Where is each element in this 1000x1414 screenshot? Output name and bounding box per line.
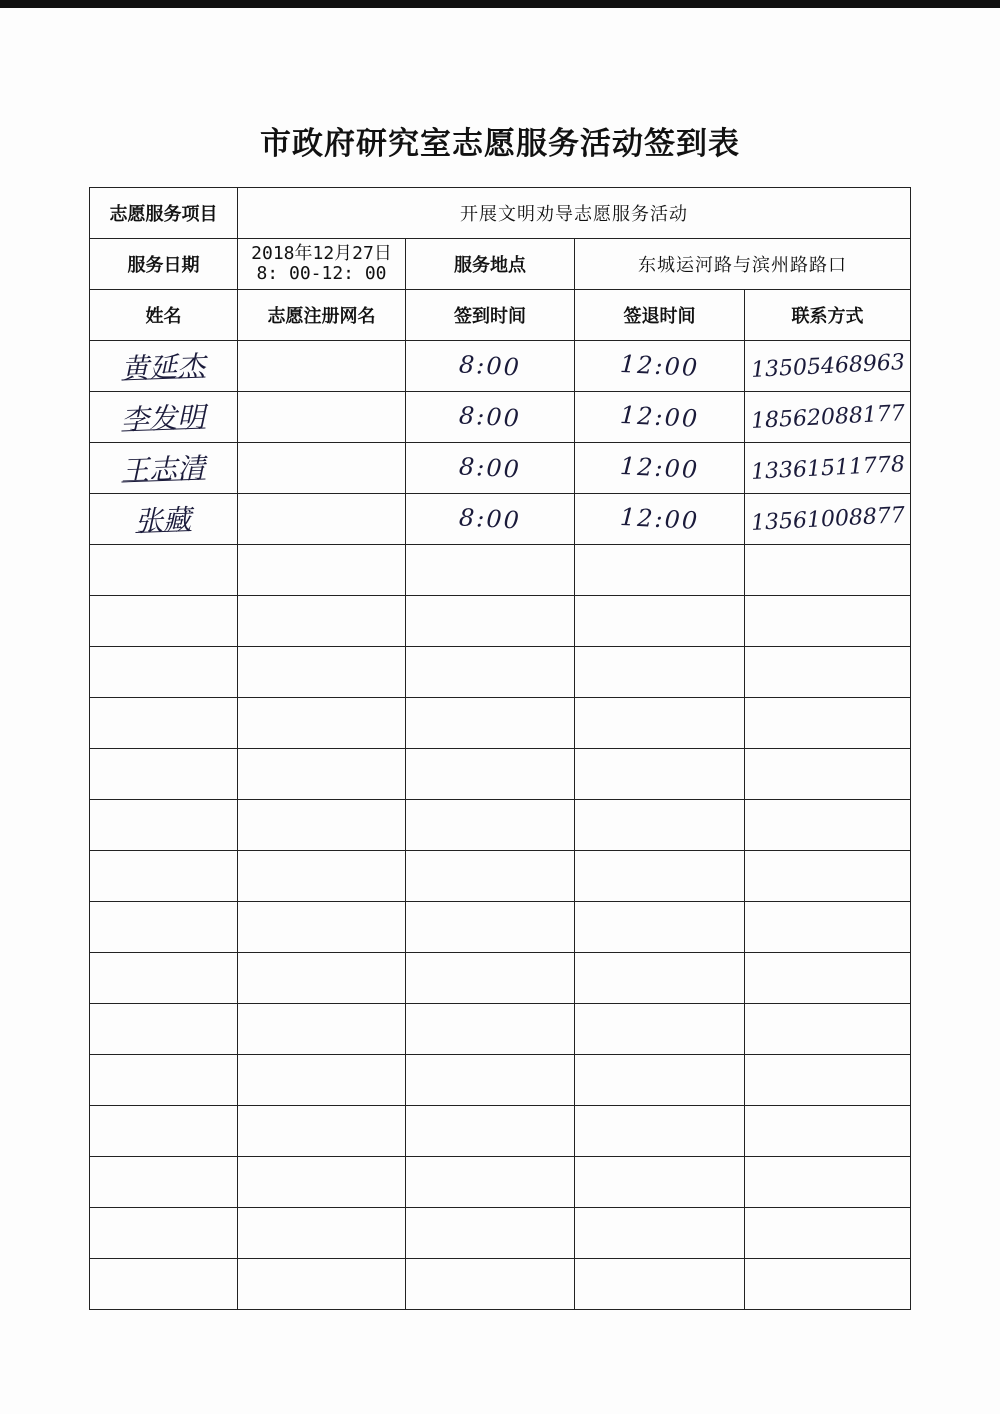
empty-cell: [575, 1004, 745, 1055]
empty-cell: [745, 851, 911, 902]
empty-table-row: [90, 749, 911, 800]
handwritten-phone: 13361511778: [749, 451, 906, 485]
empty-cell: [406, 596, 575, 647]
handwritten-checkout: 12:00: [619, 349, 700, 383]
handwritten-checkout: 12:00: [619, 451, 700, 485]
empty-cell: [406, 1055, 575, 1106]
empty-cell: [90, 1157, 238, 1208]
empty-table-row: [90, 1259, 911, 1310]
empty-cell: [575, 545, 745, 596]
empty-cell: [238, 749, 406, 800]
empty-cell: [745, 902, 911, 953]
handwritten-checkin: 8:00: [458, 350, 522, 382]
empty-cell: [406, 1106, 575, 1157]
column-header-checkout: 签退时间: [575, 290, 745, 341]
phone-cell: [745, 443, 911, 494]
empty-cell: [238, 1106, 406, 1157]
empty-cell: [238, 698, 406, 749]
project-label: 志愿服务项目: [90, 188, 238, 239]
empty-cell: [745, 953, 911, 1004]
empty-cell: [238, 1004, 406, 1055]
empty-cell: [406, 749, 575, 800]
phone-cell: [745, 494, 911, 545]
project-row: [90, 188, 911, 239]
project-value: 开展文明劝导志愿服务活动: [238, 188, 911, 239]
handwritten-checkin: 8:00: [458, 503, 522, 535]
handwritten-name: 李发明: [120, 400, 207, 437]
date-location-row: [90, 239, 911, 290]
handwritten-checkin: 8:00: [458, 452, 522, 484]
phone-cell: [745, 392, 911, 443]
empty-cell: [238, 1055, 406, 1106]
empty-cell: [745, 1157, 911, 1208]
empty-cell: [238, 1259, 406, 1310]
empty-cell: [406, 1259, 575, 1310]
empty-table-row: [90, 1208, 911, 1259]
signer-name-cell: [90, 494, 238, 545]
empty-cell: [90, 1208, 238, 1259]
empty-cell: [575, 902, 745, 953]
empty-table-row: [90, 1004, 911, 1055]
empty-cell: [238, 953, 406, 1004]
empty-cell: [90, 1106, 238, 1157]
empty-cell: [90, 902, 238, 953]
checkin-cell: [406, 443, 575, 494]
empty-cell: [90, 1259, 238, 1310]
service-date-line1: 2018年12月27日: [251, 243, 392, 264]
page-title: 市政府研究室志愿服务活动签到表: [260, 126, 740, 162]
empty-table-row: [90, 1106, 911, 1157]
column-header-nickname: 志愿注册网名: [238, 290, 406, 341]
empty-cell: [238, 800, 406, 851]
empty-cell: [406, 902, 575, 953]
empty-table-row: [90, 953, 911, 1004]
empty-cell: [90, 1055, 238, 1106]
empty-cell: [406, 851, 575, 902]
nickname-cell: [238, 392, 406, 443]
empty-table-row: [90, 902, 911, 953]
handwritten-name: 黄延杰: [120, 349, 207, 386]
service-date-value: [238, 239, 406, 290]
checkout-cell: [575, 341, 745, 392]
empty-cell: [90, 698, 238, 749]
empty-cell: [90, 749, 238, 800]
empty-cell: [575, 1106, 745, 1157]
empty-cell: [575, 596, 745, 647]
empty-cell: [90, 1004, 238, 1055]
handwritten-name: 张藏: [134, 503, 193, 538]
empty-cell: [238, 902, 406, 953]
table-row: [90, 494, 911, 545]
signer-name-cell: [90, 443, 238, 494]
empty-cell: [745, 1208, 911, 1259]
empty-cell: [406, 953, 575, 1004]
service-location-label: 服务地点: [406, 239, 575, 290]
handwritten-checkout: 12:00: [619, 502, 700, 536]
empty-cell: [745, 800, 911, 851]
empty-cell: [575, 1055, 745, 1106]
phone-cell: [745, 341, 911, 392]
empty-cell: [745, 1106, 911, 1157]
empty-cell: [575, 647, 745, 698]
empty-cell: [406, 698, 575, 749]
handwritten-checkin: 8:00: [458, 401, 522, 433]
handwritten-phone: 13505468963: [749, 349, 906, 383]
empty-cell: [575, 1259, 745, 1310]
signer-name-cell: [90, 392, 238, 443]
empty-cell: [406, 800, 575, 851]
service-date-label: 服务日期: [90, 239, 238, 290]
empty-table-row: [90, 851, 911, 902]
nickname-cell: [238, 443, 406, 494]
empty-cell: [575, 1157, 745, 1208]
empty-table-row: [90, 647, 911, 698]
empty-table-row: [90, 1157, 911, 1208]
empty-cell: [745, 749, 911, 800]
checkout-cell: [575, 443, 745, 494]
empty-cell: [575, 953, 745, 1004]
empty-cell: [90, 647, 238, 698]
empty-cell: [90, 953, 238, 1004]
empty-cell: [575, 851, 745, 902]
table-row: [90, 341, 911, 392]
empty-table-row: [90, 596, 911, 647]
empty-cell: [406, 1004, 575, 1055]
empty-cell: [406, 1208, 575, 1259]
handwritten-checkout: 12:00: [619, 400, 700, 434]
empty-cell: [575, 698, 745, 749]
empty-cell: [406, 647, 575, 698]
empty-cell: [745, 596, 911, 647]
empty-cell: [238, 1157, 406, 1208]
empty-cell: [575, 749, 745, 800]
empty-table-row: [90, 545, 911, 596]
column-header-name: 姓名: [90, 290, 238, 341]
handwritten-phone: 13561008877: [749, 502, 906, 536]
table-row: [90, 392, 911, 443]
nickname-cell: [238, 494, 406, 545]
empty-cell: [238, 545, 406, 596]
table-row: [90, 443, 911, 494]
column-header-contact: 联系方式: [745, 290, 911, 341]
handwritten-phone: 18562088177: [749, 400, 906, 434]
column-header-row: [90, 290, 911, 341]
handwritten-name: 王志清: [120, 451, 207, 488]
empty-cell: [575, 1208, 745, 1259]
checkin-cell: [406, 341, 575, 392]
empty-cell: [238, 851, 406, 902]
empty-cell: [745, 698, 911, 749]
empty-cell: [745, 1055, 911, 1106]
empty-cell: [90, 851, 238, 902]
scan-top-edge: [0, 0, 1000, 8]
empty-cell: [90, 596, 238, 647]
empty-cell: [238, 596, 406, 647]
empty-cell: [745, 647, 911, 698]
empty-cell: [90, 800, 238, 851]
empty-cell: [575, 800, 745, 851]
checkout-cell: [575, 494, 745, 545]
empty-cell: [238, 647, 406, 698]
empty-table-row: [90, 800, 911, 851]
empty-table-row: [90, 1055, 911, 1106]
empty-cell: [406, 1157, 575, 1208]
empty-cell: [406, 545, 575, 596]
empty-table-row: [90, 698, 911, 749]
empty-cell: [745, 1259, 911, 1310]
service-date-line2: 8: 00-12: 00: [256, 263, 387, 284]
nickname-cell: [238, 341, 406, 392]
service-location-value: 东城运河路与滨州路路口: [575, 239, 911, 290]
signer-name-cell: [90, 341, 238, 392]
empty-cell: [238, 1208, 406, 1259]
checkin-cell: [406, 494, 575, 545]
empty-cell: [745, 545, 911, 596]
column-header-checkin: 签到时间: [406, 290, 575, 341]
empty-cell: [745, 1004, 911, 1055]
checkout-cell: [575, 392, 745, 443]
sign-in-table: [89, 187, 911, 1310]
empty-cell: [90, 545, 238, 596]
checkin-cell: [406, 392, 575, 443]
